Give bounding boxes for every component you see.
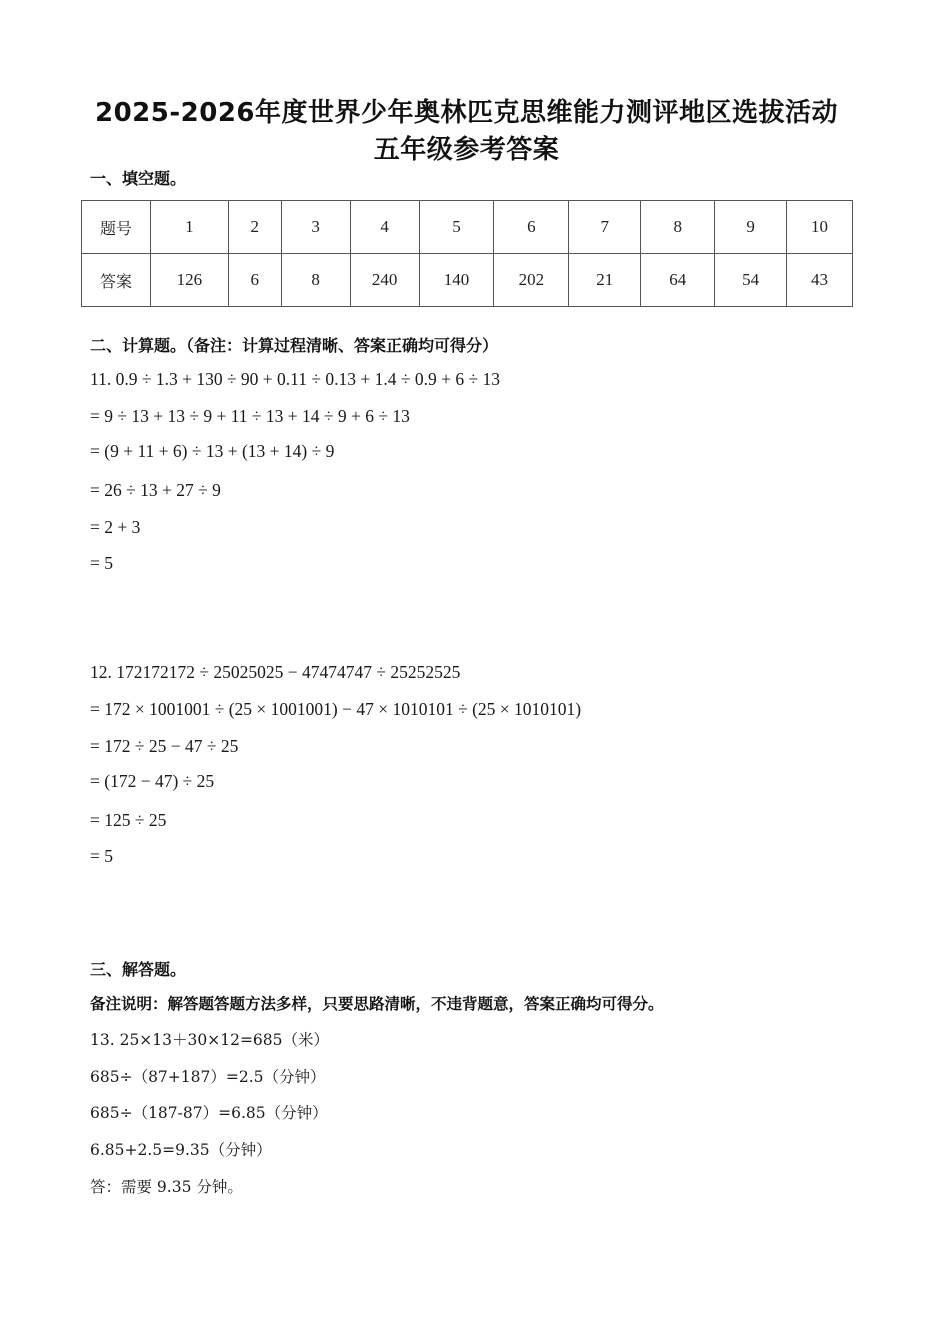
table-cell: 43 <box>787 254 853 307</box>
q12-line: = 125 ÷ 25 <box>90 810 167 830</box>
row-header-number: 题号 <box>82 201 151 254</box>
table-cell: 1 <box>150 201 228 254</box>
table-row-numbers <box>82 201 853 254</box>
q12-line: 12. 172172172 ÷ 25025025 − 47474747 ÷ 25252525 <box>90 662 461 682</box>
table-cell: 4 <box>350 201 419 254</box>
table-cell: 8 <box>641 201 715 254</box>
table-cell: 5 <box>419 201 494 254</box>
page-title: 2025-2026年度世界少年奥林匹克思维能力测评地区选拔活动 <box>94 98 839 128</box>
q11-line: = 26 ÷ 13 + 27 ÷ 9 <box>90 480 221 500</box>
table-cell: 202 <box>494 254 569 307</box>
q12-line: = 172 × 1001001 ÷ (25 × 1001001) − 47 × 1010101 ÷ (25 × 1010101) <box>90 699 582 719</box>
q12-line: = 172 ÷ 25 − 47 ÷ 25 <box>90 736 239 756</box>
table-cell: 10 <box>787 201 853 254</box>
q13-line: 685÷（87+187）=2.5（分钟） <box>90 1068 326 1086</box>
page-subtitle: 五年级参考答案 <box>373 135 560 165</box>
section-fill-blank-heading: 一、填空题。 <box>90 169 187 188</box>
answers-table <box>81 200 853 307</box>
q13-line: 6.85+2.5=9.35（分钟） <box>90 1141 272 1159</box>
section-calculation-heading: 二、计算题。（备注：计算过程清晰、答案正确均可得分） <box>90 336 499 355</box>
table-cell: 140 <box>419 254 494 307</box>
table-cell: 3 <box>281 201 350 254</box>
q13-line: 685÷（187-87）=6.85（分钟） <box>90 1104 328 1122</box>
table-cell: 9 <box>715 201 787 254</box>
q13-line: 13. 25×13＋30×12=685（米） <box>90 1031 330 1049</box>
scoring-note: 备注说明：解答题答题方法多样，只要思路清晰，不违背题意，答案正确均可得分。 <box>90 995 664 1013</box>
q11-line: = 5 <box>90 553 113 573</box>
table-cell: 21 <box>569 254 641 307</box>
table-cell: 6 <box>228 254 281 307</box>
table-row-answers <box>82 254 853 307</box>
q11-line: = (9 + 11 + 6) ÷ 13 + (13 + 14) ÷ 9 <box>90 441 335 461</box>
table-cell: 6 <box>494 201 569 254</box>
q11-line: 11. 0.9 ÷ 1.3 + 130 ÷ 90 + 0.11 ÷ 0.13 + 1.4 ÷ 0.9 + 6 ÷ 13 <box>90 369 500 389</box>
table-cell: 7 <box>569 201 641 254</box>
q13-answer: 答：需要 9.35 分钟。 <box>90 1178 243 1196</box>
table-cell: 64 <box>641 254 715 307</box>
table-cell: 2 <box>228 201 281 254</box>
q11-line: = 9 ÷ 13 + 13 ÷ 9 + 11 ÷ 13 + 14 ÷ 9 + 6 ÷ 13 <box>90 406 410 426</box>
q12-line: = (172 − 47) ÷ 25 <box>90 771 215 791</box>
section-solution-heading: 三、解答题。 <box>90 960 187 979</box>
table-cell: 240 <box>350 254 419 307</box>
q11-line: = 2 + 3 <box>90 517 141 537</box>
table-cell: 54 <box>715 254 787 307</box>
q12-line: = 5 <box>90 846 113 866</box>
table-cell: 126 <box>150 254 228 307</box>
table-cell: 8 <box>281 254 350 307</box>
row-header-answer: 答案 <box>82 254 151 307</box>
